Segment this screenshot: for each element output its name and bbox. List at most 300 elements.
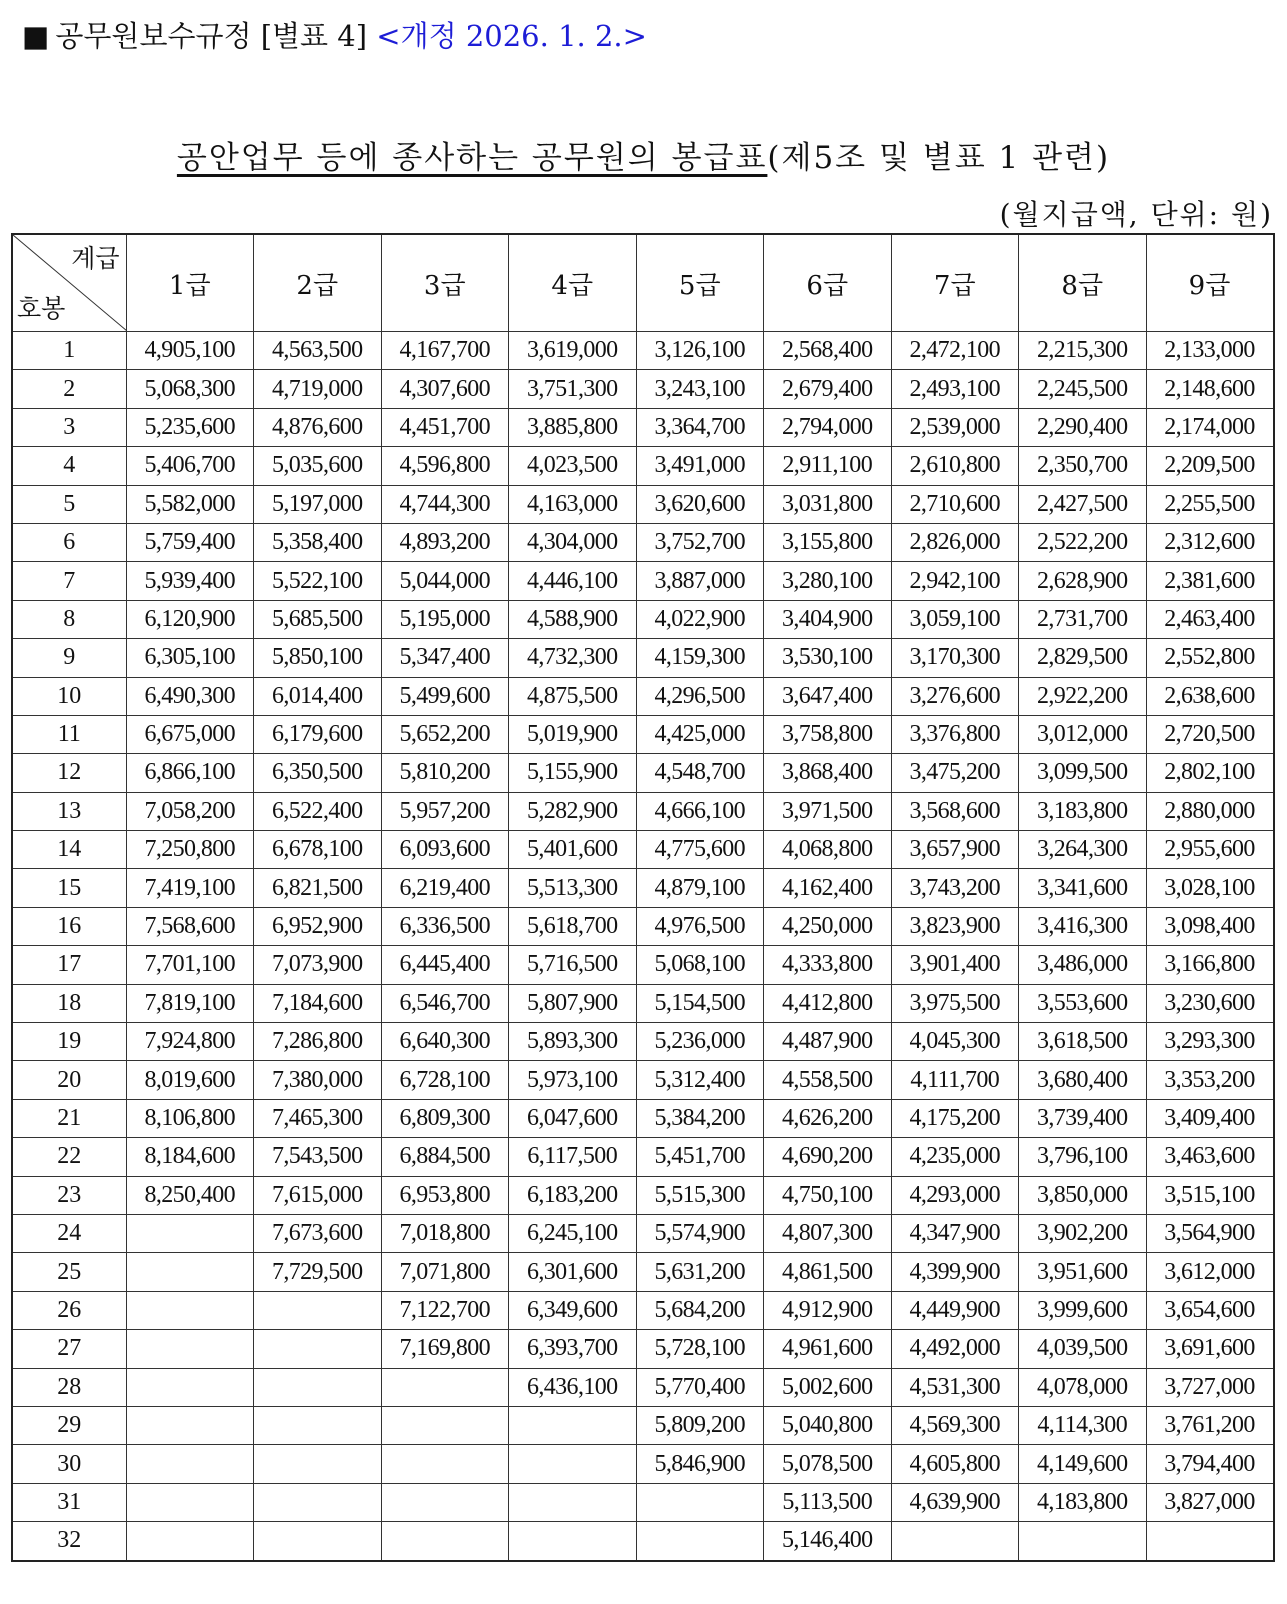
salary-cell <box>381 1368 509 1406</box>
salary-cell <box>381 1522 509 1561</box>
table-row <box>12 1023 1274 1061</box>
salary-cell <box>891 1522 1019 1561</box>
salary-cell: 4,861,500 <box>764 1253 892 1291</box>
salary-cell: 3,727,000 <box>1146 1368 1274 1406</box>
salary-cell: 2,922,200 <box>1019 677 1147 715</box>
salary-cell: 8,019,600 <box>126 1061 254 1099</box>
salary-cell: 7,568,600 <box>126 907 254 945</box>
step-number-cell: 12 <box>12 754 126 792</box>
salary-cell <box>636 1522 764 1561</box>
salary-cell: 5,154,500 <box>636 984 764 1022</box>
salary-cell: 3,280,100 <box>764 562 892 600</box>
salary-cell: 3,515,100 <box>1146 1176 1274 1214</box>
salary-cell: 6,117,500 <box>509 1138 637 1176</box>
salary-cell: 5,347,400 <box>381 639 509 677</box>
salary-cell: 6,728,100 <box>381 1061 509 1099</box>
salary-cell: 3,618,500 <box>1019 1023 1147 1061</box>
salary-cell: 4,293,000 <box>891 1176 1019 1214</box>
regulation-name: 공무원보수규정 [별표 4] <box>55 19 368 53</box>
salary-cell: 3,680,400 <box>1019 1061 1147 1099</box>
salary-cell: 4,163,000 <box>509 485 637 523</box>
step-number-cell: 8 <box>12 600 126 638</box>
salary-cell: 3,183,800 <box>1019 792 1147 830</box>
salary-cell: 2,350,700 <box>1019 447 1147 485</box>
salary-cell: 5,499,600 <box>381 677 509 715</box>
salary-cell: 3,170,300 <box>891 639 1019 677</box>
salary-cell <box>509 1406 637 1444</box>
salary-cell: 2,472,100 <box>891 332 1019 370</box>
salary-cell: 5,068,300 <box>126 370 254 408</box>
salary-cell: 6,349,600 <box>509 1291 637 1329</box>
salary-cell: 3,739,400 <box>1019 1099 1147 1137</box>
salary-cell: 6,014,400 <box>254 677 382 715</box>
table-row <box>12 600 1274 638</box>
salary-cell: 4,111,700 <box>891 1061 1019 1099</box>
salary-cell: 7,286,800 <box>254 1023 382 1061</box>
salary-cell <box>126 1445 254 1483</box>
salary-cell: 6,953,800 <box>381 1176 509 1214</box>
salary-cell: 3,902,200 <box>1019 1214 1147 1252</box>
salary-cell <box>381 1483 509 1521</box>
salary-cell: 4,893,200 <box>381 523 509 561</box>
salary-cell: 5,957,200 <box>381 792 509 830</box>
salary-cell: 3,758,800 <box>764 715 892 753</box>
salary-cell: 5,235,600 <box>126 408 254 446</box>
salary-cell: 2,610,800 <box>891 447 1019 485</box>
salary-cell: 6,546,700 <box>381 984 509 1022</box>
table-row <box>12 1445 1274 1483</box>
salary-cell: 7,701,100 <box>126 946 254 984</box>
salary-cell: 6,047,600 <box>509 1099 637 1137</box>
amendment-date: <개정 2026. 1. 2.> <box>376 19 647 53</box>
step-number-cell: 6 <box>12 523 126 561</box>
salary-cell: 4,690,200 <box>764 1138 892 1176</box>
salary-cell: 3,486,000 <box>1019 946 1147 984</box>
salary-cell <box>1019 1522 1147 1561</box>
salary-cell: 5,384,200 <box>636 1099 764 1137</box>
table-row <box>12 1330 1274 1368</box>
table-row <box>12 831 1274 869</box>
salary-cell: 4,333,800 <box>764 946 892 984</box>
salary-table <box>11 233 1275 1562</box>
page-title <box>0 132 1287 177</box>
salary-cell: 6,952,900 <box>254 907 382 945</box>
salary-cell: 5,807,900 <box>509 984 637 1022</box>
salary-cell: 2,245,500 <box>1019 370 1147 408</box>
salary-cell: 3,850,000 <box>1019 1176 1147 1214</box>
salary-cell: 7,169,800 <box>381 1330 509 1368</box>
table-header-row <box>12 234 1274 332</box>
salary-cell: 4,639,900 <box>891 1483 1019 1521</box>
step-number-cell: 1 <box>12 332 126 370</box>
salary-cell: 4,807,300 <box>764 1214 892 1252</box>
salary-cell: 3,999,600 <box>1019 1291 1147 1329</box>
salary-cell: 4,558,500 <box>764 1061 892 1099</box>
salary-cell: 7,419,100 <box>126 869 254 907</box>
salary-cell: 6,183,200 <box>509 1176 637 1214</box>
salary-cell: 4,162,400 <box>764 869 892 907</box>
step-number-cell: 21 <box>12 1099 126 1137</box>
salary-cell: 4,732,300 <box>509 639 637 677</box>
salary-cell <box>254 1368 382 1406</box>
salary-cell <box>126 1406 254 1444</box>
salary-cell: 3,475,200 <box>891 754 1019 792</box>
salary-cell: 3,568,600 <box>891 792 1019 830</box>
salary-cell: 3,975,500 <box>891 984 1019 1022</box>
salary-cell: 3,230,600 <box>1146 984 1274 1022</box>
salary-cell: 5,040,800 <box>764 1406 892 1444</box>
salary-cell: 6,678,100 <box>254 831 382 869</box>
salary-cell: 2,829,500 <box>1019 639 1147 677</box>
salary-cell: 4,347,900 <box>891 1214 1019 1252</box>
salary-cell <box>126 1253 254 1291</box>
step-number-cell: 28 <box>12 1368 126 1406</box>
salary-cell: 3,796,100 <box>1019 1138 1147 1176</box>
salary-cell: 6,093,600 <box>381 831 509 869</box>
step-number-cell: 31 <box>12 1483 126 1521</box>
salary-cell: 5,618,700 <box>509 907 637 945</box>
salary-cell: 4,666,100 <box>636 792 764 830</box>
salary-cell: 6,821,500 <box>254 869 382 907</box>
salary-cell: 5,574,900 <box>636 1214 764 1252</box>
salary-cell: 5,358,400 <box>254 523 382 561</box>
salary-cell: 6,809,300 <box>381 1099 509 1137</box>
salary-cell: 4,976,500 <box>636 907 764 945</box>
salary-cell: 2,638,600 <box>1146 677 1274 715</box>
step-number-cell: 10 <box>12 677 126 715</box>
salary-cell: 5,401,600 <box>509 831 637 869</box>
salary-cell: 6,522,400 <box>254 792 382 830</box>
salary-cell <box>126 1522 254 1561</box>
salary-cell: 3,885,800 <box>509 408 637 446</box>
salary-cell: 3,868,400 <box>764 754 892 792</box>
salary-cell: 4,875,500 <box>509 677 637 715</box>
table-row <box>12 677 1274 715</box>
salary-cell: 3,059,100 <box>891 600 1019 638</box>
grade-header: 1급 <box>126 234 254 332</box>
salary-cell: 5,850,100 <box>254 639 382 677</box>
salary-cell: 4,159,300 <box>636 639 764 677</box>
salary-cell: 4,531,300 <box>891 1368 1019 1406</box>
salary-cell: 3,099,500 <box>1019 754 1147 792</box>
salary-cell: 5,685,500 <box>254 600 382 638</box>
salary-cell: 4,750,100 <box>764 1176 892 1214</box>
salary-cell: 4,167,700 <box>381 332 509 370</box>
salary-cell <box>636 1483 764 1521</box>
table-row <box>12 1176 1274 1214</box>
step-number-cell: 15 <box>12 869 126 907</box>
table-row <box>12 485 1274 523</box>
salary-cell: 4,492,000 <box>891 1330 1019 1368</box>
salary-cell: 4,719,000 <box>254 370 382 408</box>
salary-cell: 2,628,900 <box>1019 562 1147 600</box>
salary-cell: 3,166,800 <box>1146 946 1274 984</box>
salary-cell: 4,775,600 <box>636 831 764 869</box>
grade-header: 2급 <box>254 234 382 332</box>
salary-cell: 4,449,900 <box>891 1291 1019 1329</box>
salary-cell: 3,657,900 <box>891 831 1019 869</box>
salary-cell: 4,425,000 <box>636 715 764 753</box>
salary-cell: 2,568,400 <box>764 332 892 370</box>
salary-cell: 3,276,600 <box>891 677 1019 715</box>
salary-cell <box>509 1445 637 1483</box>
salary-cell: 3,243,100 <box>636 370 764 408</box>
table-row <box>12 792 1274 830</box>
salary-cell: 2,720,500 <box>1146 715 1274 753</box>
table-row <box>12 984 1274 1022</box>
salary-cell: 3,416,300 <box>1019 907 1147 945</box>
salary-cell: 4,451,700 <box>381 408 509 446</box>
salary-cell: 5,522,100 <box>254 562 382 600</box>
table-row <box>12 332 1274 370</box>
salary-cell: 5,282,900 <box>509 792 637 830</box>
salary-cell <box>254 1522 382 1561</box>
salary-cell: 3,654,600 <box>1146 1291 1274 1329</box>
step-number-cell: 7 <box>12 562 126 600</box>
salary-cell: 4,487,900 <box>764 1023 892 1061</box>
table-row <box>12 1522 1274 1561</box>
table-row <box>12 408 1274 446</box>
salary-cell: 3,530,100 <box>764 639 892 677</box>
salary-cell: 5,155,900 <box>509 754 637 792</box>
table-row <box>12 447 1274 485</box>
title-suffix: (제5조 및 별표 1 관련) <box>767 140 1111 176</box>
step-number-cell: 16 <box>12 907 126 945</box>
salary-cell: 3,901,400 <box>891 946 1019 984</box>
salary-cell: 5,035,600 <box>254 447 382 485</box>
salary-cell: 4,045,300 <box>891 1023 1019 1061</box>
step-number-cell: 22 <box>12 1138 126 1176</box>
salary-cell: 5,312,400 <box>636 1061 764 1099</box>
salary-cell: 5,652,200 <box>381 715 509 753</box>
salary-cell: 3,752,700 <box>636 523 764 561</box>
salary-cell: 6,305,100 <box>126 639 254 677</box>
salary-cell: 5,019,900 <box>509 715 637 753</box>
salary-cell: 4,626,200 <box>764 1099 892 1137</box>
corner-label-step: 호봉 <box>17 294 66 323</box>
grade-header: 6급 <box>764 234 892 332</box>
table-row <box>12 1406 1274 1444</box>
grade-header: 9급 <box>1146 234 1274 332</box>
square-bullet-icon: ■ <box>22 19 50 53</box>
grade-header: 5급 <box>636 234 764 332</box>
salary-cell: 5,716,500 <box>509 946 637 984</box>
step-number-cell: 9 <box>12 639 126 677</box>
salary-cell: 7,729,500 <box>254 1253 382 1291</box>
table-row <box>12 1138 1274 1176</box>
salary-cell: 4,296,500 <box>636 677 764 715</box>
salary-cell: 5,893,300 <box>509 1023 637 1061</box>
step-number-cell: 5 <box>12 485 126 523</box>
salary-cell: 7,250,800 <box>126 831 254 869</box>
salary-cell: 2,215,300 <box>1019 332 1147 370</box>
salary-cell: 3,098,400 <box>1146 907 1274 945</box>
salary-cell: 2,312,600 <box>1146 523 1274 561</box>
salary-cell <box>126 1368 254 1406</box>
salary-cell <box>254 1483 382 1521</box>
table-row <box>12 1368 1274 1406</box>
salary-cell: 2,133,000 <box>1146 332 1274 370</box>
step-number-cell: 14 <box>12 831 126 869</box>
salary-cell: 2,710,600 <box>891 485 1019 523</box>
step-number-cell: 11 <box>12 715 126 753</box>
table-row <box>12 946 1274 984</box>
salary-cell: 5,515,300 <box>636 1176 764 1214</box>
salary-cell: 5,582,000 <box>126 485 254 523</box>
salary-cell: 3,364,700 <box>636 408 764 446</box>
salary-cell: 3,823,900 <box>891 907 1019 945</box>
salary-cell: 6,245,100 <box>509 1214 637 1252</box>
salary-cell: 7,543,500 <box>254 1138 382 1176</box>
salary-cell: 3,691,600 <box>1146 1330 1274 1368</box>
grade-header: 7급 <box>891 234 1019 332</box>
salary-cell: 4,605,800 <box>891 1445 1019 1483</box>
step-number-cell: 20 <box>12 1061 126 1099</box>
salary-cell: 3,612,000 <box>1146 1253 1274 1291</box>
salary-cell: 5,973,100 <box>509 1061 637 1099</box>
grade-header: 8급 <box>1019 234 1147 332</box>
salary-cell: 2,255,500 <box>1146 485 1274 523</box>
salary-cell: 4,446,100 <box>509 562 637 600</box>
salary-cell: 6,640,300 <box>381 1023 509 1061</box>
salary-cell: 3,404,900 <box>764 600 892 638</box>
salary-cell: 3,491,000 <box>636 447 764 485</box>
salary-cell: 3,341,600 <box>1019 869 1147 907</box>
salary-cell: 2,942,100 <box>891 562 1019 600</box>
salary-cell: 3,743,200 <box>891 869 1019 907</box>
table-row <box>12 869 1274 907</box>
salary-cell: 4,068,800 <box>764 831 892 869</box>
salary-cell <box>254 1291 382 1329</box>
table-row <box>12 1253 1274 1291</box>
salary-cell: 3,264,300 <box>1019 831 1147 869</box>
step-number-cell: 18 <box>12 984 126 1022</box>
salary-cell: 4,149,600 <box>1019 1445 1147 1483</box>
step-number-cell: 26 <box>12 1291 126 1329</box>
salary-cell <box>1146 1522 1274 1561</box>
step-number-cell: 3 <box>12 408 126 446</box>
salary-cell: 4,183,800 <box>1019 1483 1147 1521</box>
salary-cell: 3,028,100 <box>1146 869 1274 907</box>
salary-cell <box>509 1522 637 1561</box>
salary-cell: 3,794,400 <box>1146 1445 1274 1483</box>
salary-cell: 7,073,900 <box>254 946 382 984</box>
salary-cell: 3,827,000 <box>1146 1483 1274 1521</box>
salary-cell: 2,463,400 <box>1146 600 1274 638</box>
salary-cell: 3,619,000 <box>509 332 637 370</box>
salary-cell: 2,731,700 <box>1019 600 1147 638</box>
salary-cell: 4,569,300 <box>891 1406 1019 1444</box>
salary-cell: 8,106,800 <box>126 1099 254 1137</box>
table-row <box>12 639 1274 677</box>
table-row <box>12 1214 1274 1252</box>
salary-cell: 5,513,300 <box>509 869 637 907</box>
salary-cell: 4,548,700 <box>636 754 764 792</box>
table-row <box>12 715 1274 753</box>
salary-cell: 4,023,500 <box>509 447 637 485</box>
salary-cell: 8,184,600 <box>126 1138 254 1176</box>
table-row <box>12 907 1274 945</box>
salary-cell: 2,290,400 <box>1019 408 1147 446</box>
salary-cell <box>126 1483 254 1521</box>
table-row <box>12 1099 1274 1137</box>
salary-cell: 2,148,600 <box>1146 370 1274 408</box>
step-number-cell: 13 <box>12 792 126 830</box>
salary-cell: 6,219,400 <box>381 869 509 907</box>
salary-cell: 2,552,800 <box>1146 639 1274 677</box>
salary-cell: 5,770,400 <box>636 1368 764 1406</box>
salary-cell: 5,728,100 <box>636 1330 764 1368</box>
salary-cell: 4,039,500 <box>1019 1330 1147 1368</box>
salary-cell: 4,912,900 <box>764 1291 892 1329</box>
title-main: 공안업무 등에 종사하는 공무원의 봉급표 <box>176 140 768 176</box>
salary-cell: 3,376,800 <box>891 715 1019 753</box>
salary-cell: 5,068,100 <box>636 946 764 984</box>
salary-cell: 2,209,500 <box>1146 447 1274 485</box>
salary-cell: 2,826,000 <box>891 523 1019 561</box>
salary-cell: 5,197,000 <box>254 485 382 523</box>
salary-cell: 5,146,400 <box>764 1522 892 1561</box>
salary-cell: 3,463,600 <box>1146 1138 1274 1176</box>
step-number-cell: 32 <box>12 1522 126 1561</box>
salary-cell: 3,155,800 <box>764 523 892 561</box>
salary-cell: 8,250,400 <box>126 1176 254 1214</box>
salary-cell: 5,002,600 <box>764 1368 892 1406</box>
corner-header-cell <box>12 234 126 332</box>
salary-cell: 3,620,600 <box>636 485 764 523</box>
salary-cell: 4,744,300 <box>381 485 509 523</box>
salary-cell: 5,809,200 <box>636 1406 764 1444</box>
step-number-cell: 29 <box>12 1406 126 1444</box>
table-row <box>12 754 1274 792</box>
salary-cell: 6,884,500 <box>381 1138 509 1176</box>
step-number-cell: 27 <box>12 1330 126 1368</box>
salary-cell: 6,675,000 <box>126 715 254 753</box>
salary-cell: 6,179,600 <box>254 715 382 753</box>
step-number-cell: 23 <box>12 1176 126 1214</box>
salary-cell: 5,631,200 <box>636 1253 764 1291</box>
salary-cell: 4,905,100 <box>126 332 254 370</box>
table-row <box>12 370 1274 408</box>
salary-cell: 2,539,000 <box>891 408 1019 446</box>
grade-header: 4급 <box>509 234 637 332</box>
table-row <box>12 1483 1274 1521</box>
salary-cell: 6,393,700 <box>509 1330 637 1368</box>
salary-cell: 5,451,700 <box>636 1138 764 1176</box>
salary-cell <box>381 1406 509 1444</box>
salary-cell: 3,553,600 <box>1019 984 1147 1022</box>
salary-cell: 3,647,400 <box>764 677 892 715</box>
salary-cell: 3,564,900 <box>1146 1214 1274 1252</box>
salary-cell: 3,887,000 <box>636 562 764 600</box>
salary-cell: 7,465,300 <box>254 1099 382 1137</box>
salary-cell: 7,058,200 <box>126 792 254 830</box>
salary-cell: 5,846,900 <box>636 1445 764 1483</box>
salary-cell: 4,412,800 <box>764 984 892 1022</box>
salary-cell: 4,235,000 <box>891 1138 1019 1176</box>
salary-cell: 3,751,300 <box>509 370 637 408</box>
salary-cell: 6,436,100 <box>509 1368 637 1406</box>
salary-cell: 4,879,100 <box>636 869 764 907</box>
salary-cell <box>254 1330 382 1368</box>
salary-cell: 5,759,400 <box>126 523 254 561</box>
step-number-cell: 25 <box>12 1253 126 1291</box>
step-number-cell: 2 <box>12 370 126 408</box>
step-number-cell: 19 <box>12 1023 126 1061</box>
salary-cell: 6,120,900 <box>126 600 254 638</box>
salary-cell: 4,876,600 <box>254 408 382 446</box>
salary-cell: 2,880,000 <box>1146 792 1274 830</box>
